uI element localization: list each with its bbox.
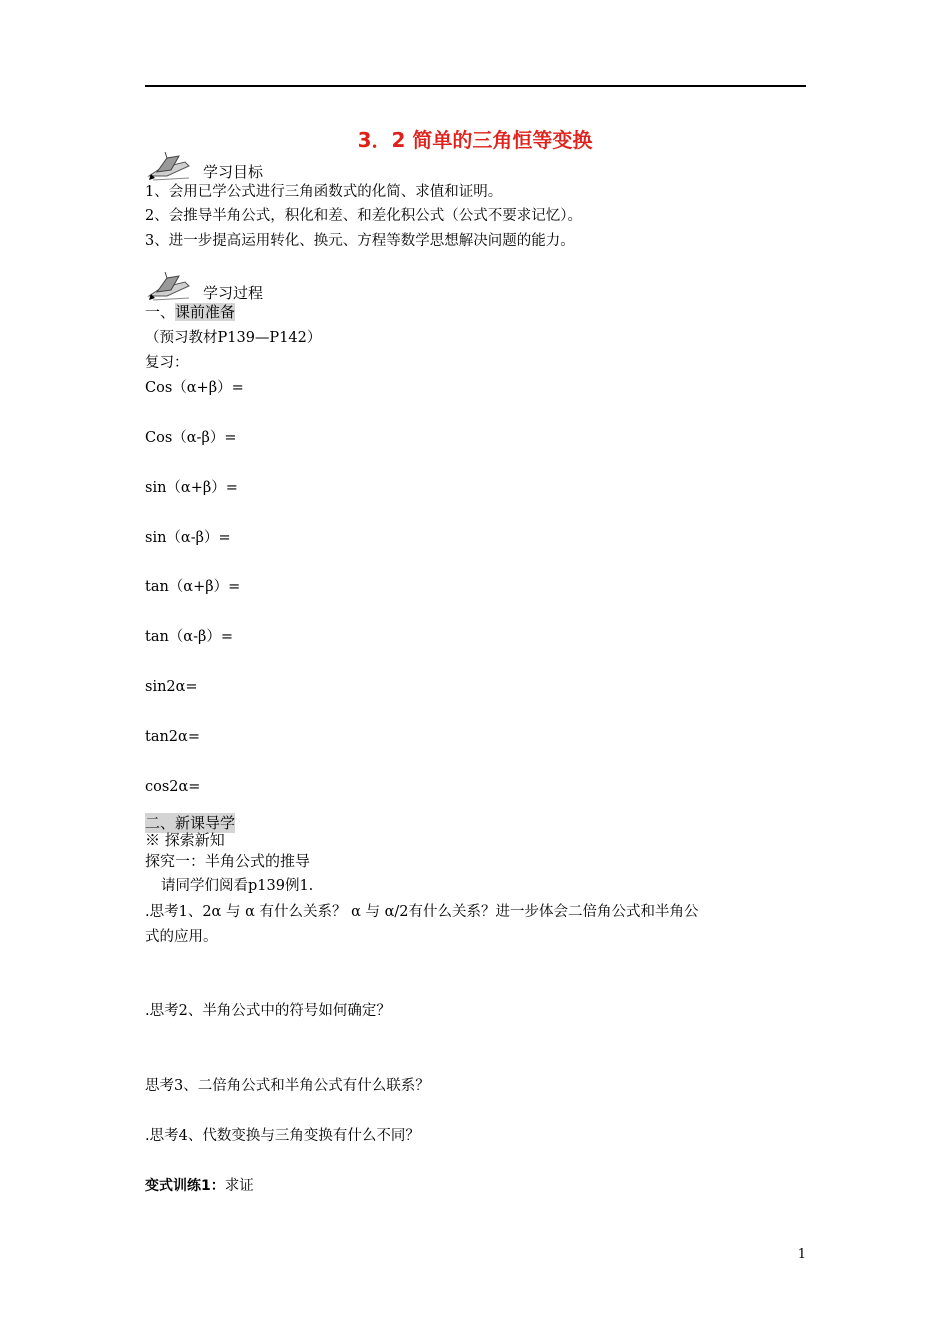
formula-line: Cos（α+β）= — [145, 380, 244, 396]
formula-line: tan2α= — [145, 729, 200, 745]
part1-heading — [145, 302, 235, 322]
variant-training — [145, 1176, 254, 1196]
page-title: 3．2 简单的三角恒等变换 — [357, 128, 593, 152]
formula-line: sin（α-β）= — [145, 530, 231, 546]
formula-line: Cos（α-β）= — [145, 430, 237, 446]
part2-heading: 二、新课导学 — [145, 814, 236, 832]
formula-line: tan（α+β）= — [145, 579, 241, 595]
goal-item: 2、会推导半角公式，积化和差、和差化积公式（公式不要求记忆）。 — [145, 208, 582, 224]
variant-label: 变式训练1： — [145, 1178, 225, 1194]
part1-title: 课前准备 — [175, 303, 236, 321]
preview-note: （预习教材P139—P142） — [145, 330, 322, 346]
think-4: .思考4、代数变换与三角变换有什么不同？ — [145, 1128, 420, 1144]
review-label: 复习： — [145, 355, 189, 371]
think-1-line-1: .思考1、2α 与 α 有什么关系？ α 与 α/2有什么关系？进一步体会二倍角公式和半角公 — [145, 904, 699, 920]
part1-prefix: 一、 — [145, 303, 176, 321]
book-icon — [145, 150, 193, 184]
goal-item: 1、会用已学公式进行三角函数式的化简、求值和证明。 — [145, 184, 503, 200]
section-heading-goals: 学习目标 — [203, 163, 264, 181]
explore-heading: ※ 探索新知 — [145, 831, 225, 849]
formula-line: tan（α-β）= — [145, 629, 234, 645]
explore-1: 探究一：半角公式的推导 — [145, 852, 311, 870]
goal-item: 3、进一步提高运用转化、换元、方程等数学思想解决问题的能力。 — [145, 233, 575, 249]
think-1-line-2: 式的应用。 — [145, 929, 218, 945]
read-instruction: 请同学们阅看p139例1. — [161, 878, 314, 894]
formula-line: sin2α= — [145, 679, 198, 695]
page-number: 1 — [797, 1247, 806, 1262]
formula-line: cos2α= — [145, 779, 201, 795]
header-rule — [145, 85, 806, 87]
variant-text: 求证 — [224, 1178, 254, 1194]
think-2: .思考2、半角公式中的符号如何确定？ — [145, 1003, 391, 1019]
think-3: 思考3、二倍角公式和半角公式有什么联系？ — [145, 1078, 430, 1094]
book-icon — [145, 270, 193, 304]
section-heading-process: 学习过程 — [203, 284, 264, 302]
formula-line: sin（α+β）= — [145, 480, 238, 496]
